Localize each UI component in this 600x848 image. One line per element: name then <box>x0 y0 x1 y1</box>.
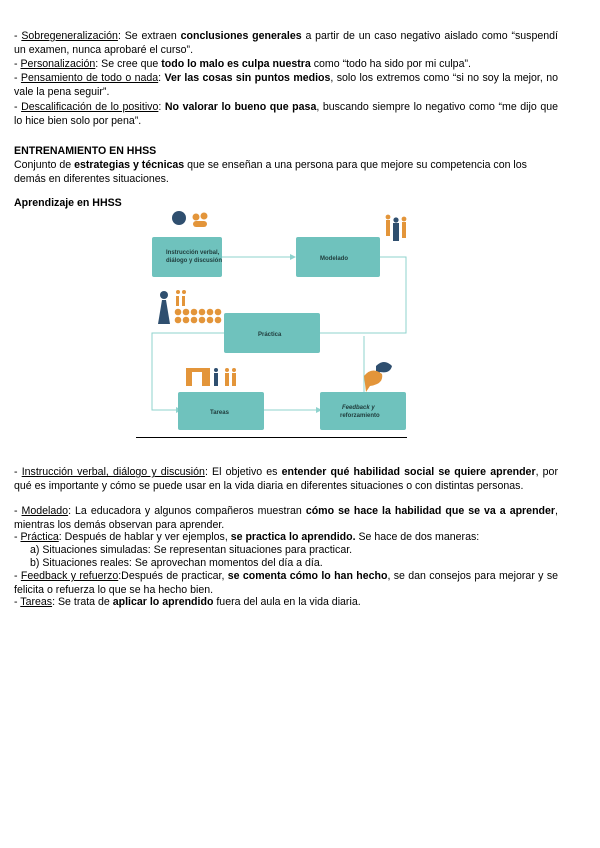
box-feedback <box>320 392 406 430</box>
section-title: ENTRENAMIENTO EN HHSS <box>14 145 157 157</box>
bullet-feedback: - Feedback y refuerzo:Después de practicar, se comenta cómo lo han hecho, se dan consejos para mejorar y se felicita o refuerza lo que se ha hecho bien. <box>14 570 559 596</box>
modelado-people-icon <box>386 215 410 241</box>
box-instruction-label-1: Instrucción verbal, <box>166 250 220 256</box>
term: Pensamiento de todo o nada <box>20 72 159 84</box>
box-modelado-label: Modelado <box>320 256 348 262</box>
box-instruction <box>152 237 222 277</box>
term: Sobregeneralización <box>21 30 118 42</box>
feedback-speech-bubbles-icon <box>364 362 392 392</box>
box-tareas-label: Tareas <box>210 410 229 416</box>
instruction-people-icon <box>172 211 208 227</box>
box-practica-label: Práctica <box>258 332 282 338</box>
bullet-practica-b: b) Situaciones reales: Se aprovechan momentos del día a día. <box>30 557 323 569</box>
subsection-title: Aprendizaje en HHSS <box>14 197 122 209</box>
box-feedback-label-2: reforzamiento <box>340 413 380 419</box>
section-definition: Conjunto de estrategias y técnicas que se enseñan a una persona para que mejore su competencia con los demás en diferentes situaciones. <box>14 159 527 185</box>
box-instruction-label-2: diálogo y discusión <box>166 258 223 264</box>
term: Descalificación de lo positivo <box>21 101 159 113</box>
intro-item-all-or-nothing: - Pensamiento de todo o nada: Ver las cosas sin puntos medios, solo los extremos como “si no soy la mejor, no vale la pena seguir”. <box>14 72 558 98</box>
intro-item-overgeneralization: - Sobregeneralización: Se extraen conclusiones generales a partir de un caso negativo aislado como “suspendí un examen, nunca aprobaré el curso”. <box>14 30 558 56</box>
arrowhead <box>290 254 296 260</box>
bullet-practica: - Práctica: Después de hablar y ver ejemplos, se practica lo aprendido. Se hace de dos maneras: <box>14 531 480 543</box>
intro-item-personalization: - Personalización: Se cree que todo lo malo es culpa nuestra como “todo ha sido por mi culpa”. <box>14 58 471 70</box>
intro-item-disqualify-positive: - Descalificación de lo positivo: No valorar lo bueno que pasa, buscando siempre lo negativo como “me dijo que lo hice bien solo por pena”. <box>14 101 558 127</box>
bullet-practica-a: a) Situaciones simuladas: Se representan situaciones para practicar. <box>30 544 353 556</box>
tasks-door-icon <box>186 368 236 386</box>
box-feedback-label-1: Feedback y <box>342 405 375 411</box>
divider <box>136 437 407 438</box>
bullet-tareas: - Tareas: Se trata de aplicar lo aprendido fuera del aula en la vida diaria. <box>14 596 361 608</box>
bullet-modelado: - Modelado: La educadora y algunos compañeros muestran cómo se hace la habilidad que se va a aprender, mientras los demás observan para aprender. <box>14 505 558 531</box>
practice-audience-icon <box>158 290 221 324</box>
term: Personalización <box>20 58 96 70</box>
bullet-instruction: - Instrucción verbal, diálogo y discusión: El objetivo es entender qué habilidad social se quiere aprender, por qué es importante y cómo se puede usar en la vida diaria en diferentes situaciones o con distintas personas. <box>14 466 558 492</box>
hhss-learning-diagram <box>130 206 410 440</box>
